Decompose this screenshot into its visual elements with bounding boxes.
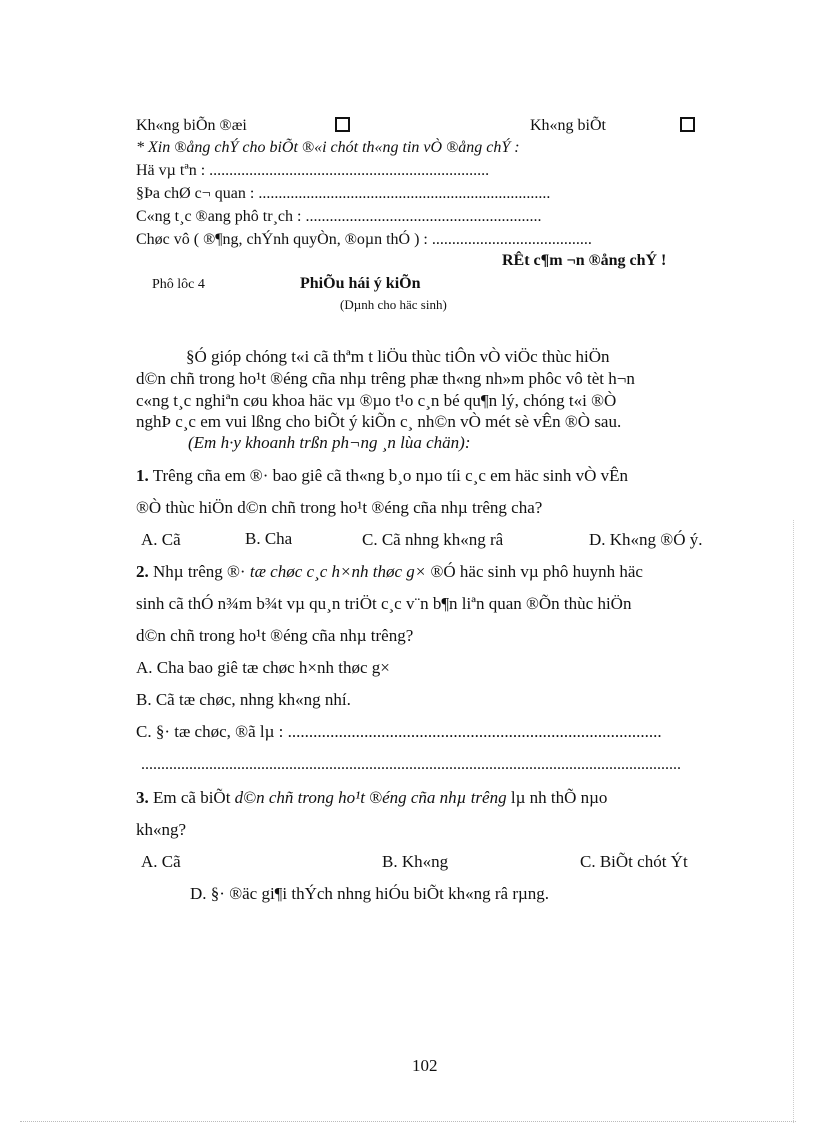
question-2-text-b: tæ chøc c¸c h×nh thøc g× [249, 562, 427, 581]
question-3-text-c: lµ nh thÕ nµo [506, 788, 608, 807]
checkbox-no-know[interactable] [680, 117, 695, 132]
page-number: 102 [412, 1056, 438, 1075]
intro-line-3: c«ng t¸c nghiªn cøu khoa häc vµ ®µo t¹o c¸n bé qu¶n lý, chóng t«i ®Ò [136, 391, 617, 410]
question-2-text-a: Nhµ trêng ®· [153, 562, 246, 581]
q3-option-c[interactable]: C. BiÕt chót Ýt [580, 852, 688, 871]
q1-option-d[interactable]: D. Kh«ng ®Ó ý. [589, 530, 703, 549]
address-field: §Þa chØ c¬ quan : ......................................................................... [136, 185, 551, 202]
question-2-number: 2. [136, 562, 149, 581]
option-no-change: Kh«ng biÕn ®æi [136, 117, 247, 134]
question-1-line-2: ®Ò thùc hiÖn d©n chñ trong ho¹t ®éng cña nhµ trêng cha? [136, 498, 543, 517]
appendix-title: PhiÕu hái ý kiÕn [300, 275, 421, 292]
q3-option-a[interactable]: A. Cã [141, 852, 181, 871]
question-2-line-2: sinh cã thÓ n¾m b¾t vµ qu¸n triÖt c¸c v¨n b¶n liªn quan ®Õn thùc hiÖn [136, 594, 632, 613]
question-2-text-c: ®Ó häc sinh vµ phô huynh häc [430, 562, 643, 581]
checkbox-no-change[interactable] [335, 117, 350, 132]
q3-option-b[interactable]: B. Kh«ng [382, 852, 449, 871]
q2-option-c-continuation: ....................................................................................................................................... [141, 756, 681, 773]
q2-option-b[interactable]: B. Cã tæ chøc, nhng kh«ng nhí. [136, 690, 351, 709]
page-border-bottom [20, 1121, 796, 1122]
question-2-line-1 [136, 562, 643, 582]
work-field: C«ng t¸c ®ang phô tr¸ch : ........................................................... [136, 208, 542, 225]
position-field: Chøc vô ( ®¶ng, chÝnh quyÒn, ®oµn thÓ ) : ........................................ [136, 231, 592, 248]
q1-option-a[interactable]: A. Cã [141, 530, 181, 549]
option-no-know: Kh«ng biÕt [530, 117, 606, 134]
intro-line-1: §Ó gióp chóng t«i cã thªm t liÖu thùc tiÔn vÒ viÖc thùc hiÖn [186, 347, 610, 366]
name-field: Hä vµ tªn : ...................................................................... [136, 162, 490, 179]
question-3-number: 3. [136, 788, 149, 807]
info-request: * Xin ®ång chÝ cho biÕt ®«i chót th«ng tin vÒ ®ång chÝ : [136, 139, 520, 156]
intro-line-4: nghÞ c¸c em vui lßng cho biÕt ý kiÕn c¸ nh©n vÒ mét sè vÊn ®Ò sau. [136, 412, 622, 431]
question-3-text-b: d©n chñ trong ho¹t ®éng cña nhµ trêng [234, 788, 507, 807]
intro-instruction: (Em h·y khoanh trßn ph¬ng ¸n lùa chän): [188, 433, 471, 452]
appendix-subtitle: (Dµnh cho häc sinh) [340, 297, 447, 312]
q3-option-d[interactable]: D. §· ®äc gi¶i thÝch nhng hiÓu biÕt kh«ng râ rµng. [190, 884, 550, 903]
question-1-number: 1. [136, 466, 149, 485]
question-2-line-3: d©n chñ trong ho¹t ®éng cña nhµ trêng? [136, 626, 414, 645]
intro-line-2: d©n chñ trong ho¹t ®éng cña nhµ trêng phæ th«ng nh»m phôc vô tèt h¬n [136, 369, 635, 388]
question-3-line-2: kh«ng? [136, 820, 187, 839]
thanks-text: RÊt c¶m ¬n ®ång chÝ ! [502, 252, 667, 269]
question-1-text: Trêng cña em ®· bao giê cã th«ng b¸o nµo tíi c¸c em häc sinh vÒ vÊn [152, 466, 628, 485]
q1-option-c[interactable]: C. Cã nhng kh«ng râ [362, 530, 504, 549]
q2-option-a[interactable]: A. Cha bao giê tæ chøc h×nh thøc g× [136, 658, 390, 677]
question-3-text-a: Em cã biÕt [153, 788, 231, 807]
appendix-label: Phô lôc 4 [152, 277, 205, 292]
q2-option-c[interactable]: C. §· tæ chøc, ®ã lµ : ........................................................................................ [136, 722, 662, 741]
question-1-line-1 [136, 466, 628, 486]
page-border-right [793, 520, 794, 1123]
q1-option-b[interactable]: B. Cha [245, 529, 293, 548]
question-3-line-1 [136, 788, 607, 808]
